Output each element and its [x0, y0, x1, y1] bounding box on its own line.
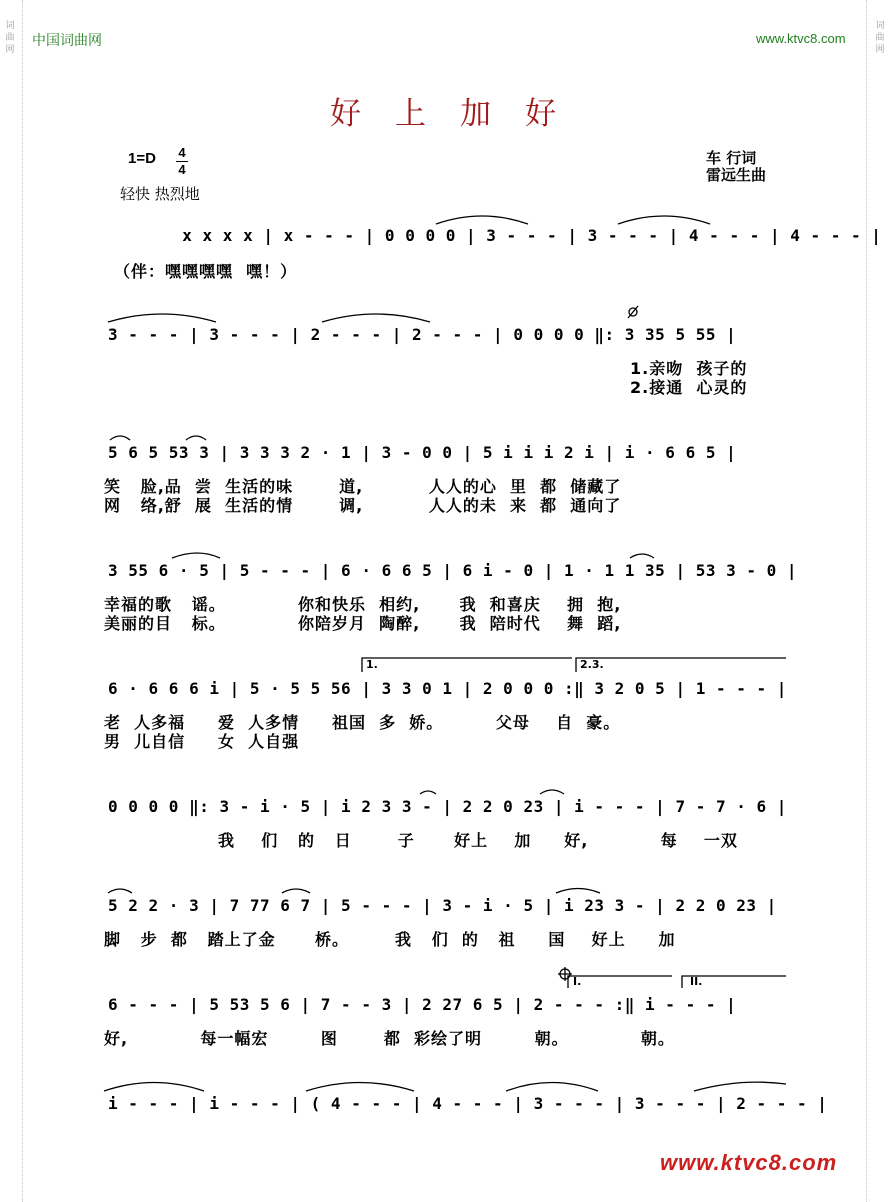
- right-watermark: 词 曲 网: [875, 21, 885, 55]
- lyric-line-6: 脚 步 都 踏上了金 桥。 我 们 的 祖 国 好上 加: [104, 930, 676, 949]
- lyric-line-3-verse-1: 幸福的歌 谣。 你和快乐 相约, 我 和喜庆 拥 抱,: [104, 595, 622, 614]
- time-signature: [176, 146, 188, 177]
- lyric-line-2-verse-2: 网 络,舒 展 生活的情 调, 人人的未 来 都 通向了: [104, 496, 622, 515]
- tempo-marking: 轻快 热烈地: [120, 185, 200, 203]
- volta-second-bracket: [576, 658, 786, 672]
- site-name-link[interactable]: 中国词曲网: [32, 33, 102, 49]
- slur-line3-a: [110, 436, 130, 440]
- footer-logo: [660, 1150, 837, 1176]
- tie-line1-a: [436, 216, 528, 224]
- lyric-line-4-verse-2: 男 儿自信 女 人自强: [104, 732, 300, 751]
- footer-logo-text: www.ktvc8.com: [660, 1150, 838, 1175]
- lyric-line-3-verse-2: 美丽的目 标。 你陪岁月 陶醉, 我 陪时代 舞 蹈,: [104, 614, 622, 633]
- volta-first-bracket: [362, 658, 572, 672]
- composer-credit: 雷远生曲: [706, 166, 767, 184]
- slur-line7-c: [556, 889, 600, 894]
- slur-line4-a: [172, 553, 220, 558]
- segno-stroke: [628, 306, 638, 318]
- tie-line9-b: [306, 1083, 414, 1092]
- slur-line6-a: [420, 791, 436, 794]
- coda-sign: [560, 969, 570, 979]
- score-line-7: 5 2 2 · 3 | 7 77 6 7 | 5 - - - | 3 - i · 5 | i 23 3 - | 2 2 0 23 |: [108, 896, 777, 915]
- score-line-4: 3 55 6 · 5 | 5 - - - | 6 · 6 6 5 | 6 i - 0 | 1 · 1 1 35 | 53 3 - 0 |: [108, 561, 798, 580]
- song-title: 好上加好: [330, 96, 590, 132]
- tie-line2-a: [108, 314, 216, 322]
- accompaniment-lyric: （伴：嘿嘿嘿嘿 嘿！）: [114, 262, 298, 281]
- tie-line2-b: [322, 314, 430, 322]
- lyric-line-4-verse-1: 老 人多福 爱 人多情 祖国 多 娇。 父母 自 豪。: [104, 713, 621, 732]
- right-border-line: [866, 0, 867, 1202]
- lyric-line-2-verse-1: 笑 脸,品 尝 生活的味 道, 人人的心 里 都 储藏了: [104, 477, 622, 496]
- left-border-line: [22, 0, 23, 1202]
- left-watermark: 词 曲 网: [5, 21, 15, 55]
- score-line-1: x x x x | x - - - | 0 0 0 0 | 3 - - - | 3 - - - | 4 - - - | 4 - - - |: [162, 226, 882, 245]
- slur-line7-a: [108, 889, 132, 893]
- tie-line9-a: [104, 1083, 204, 1092]
- slur-line6-b: [540, 790, 564, 794]
- score-line-9: i - - - | i - - - | ( 4 - - - | 4 - - - | 3 - - - | 3 - - - | 2 - - - |: [108, 1094, 828, 1113]
- slur-line4-b: [630, 554, 654, 558]
- lyric-line-1-verse-1: 1.亲吻 孩子的: [630, 359, 748, 378]
- coda-second-label: II.: [690, 975, 703, 988]
- score-line-6: 0 0 0 0 ‖: 3 - i · 5 | i 2 3 3 - | 2 2 0 23 | i - - - | 7 - 7 · 6 |: [108, 797, 787, 816]
- volta-second-label: 2.3.: [580, 658, 604, 671]
- tie-line9-c: [506, 1083, 598, 1092]
- lyric-line-5: 我 们 的 日 子 好上 加 好, 每 一双: [218, 831, 738, 850]
- score-line-8: 6 - - - | 5 53 5 6 | 7 - - 3 | 2 27 6 5 | 2 - - - :‖ i - - - |: [108, 995, 737, 1014]
- meter-top: 4: [178, 145, 186, 160]
- score-line-5: 6 · 6 6 6 i | 5 · 5 5 56 | 3 3 0 1 | 2 0 0 0 :‖ 3 2 0 5 | 1 - - - |: [108, 679, 787, 698]
- slur-line7-b: [282, 889, 310, 893]
- segno-sign: [629, 308, 637, 316]
- score-line-3: 5 6 5 53 3 | 3 3 3 2 · 1 | 3 - 0 0 | 5 i i i 2 i | i · 6 6 5 |: [108, 443, 737, 462]
- lyric-line-1-verse-2: 2.接通 心灵的: [630, 378, 748, 397]
- coda-first-bracket: [568, 976, 672, 988]
- score-line-2: 3 - - - | 3 - - - | 2 - - - | 2 - - - | 0 0 0 0 ‖: 3 35 5 55 |: [108, 325, 737, 344]
- site-url-link[interactable]: www.ktvc8.com: [756, 31, 846, 46]
- meter-bottom: 4: [178, 162, 186, 177]
- tie-line1-b: [618, 216, 710, 224]
- coda-cross: [558, 967, 572, 981]
- key-signature: 1=D: [128, 150, 156, 167]
- lyric-line-7: 好, 每一幅宏 图 都 彩绘了明 朝。 朝。: [104, 1029, 675, 1048]
- lyricist-credit: 车 行词: [706, 149, 757, 167]
- slur-line3-b: [186, 436, 206, 440]
- coda-first-label: I.: [573, 975, 582, 988]
- volta-first-label: 1.: [366, 658, 378, 671]
- tie-line9-d: [694, 1082, 786, 1091]
